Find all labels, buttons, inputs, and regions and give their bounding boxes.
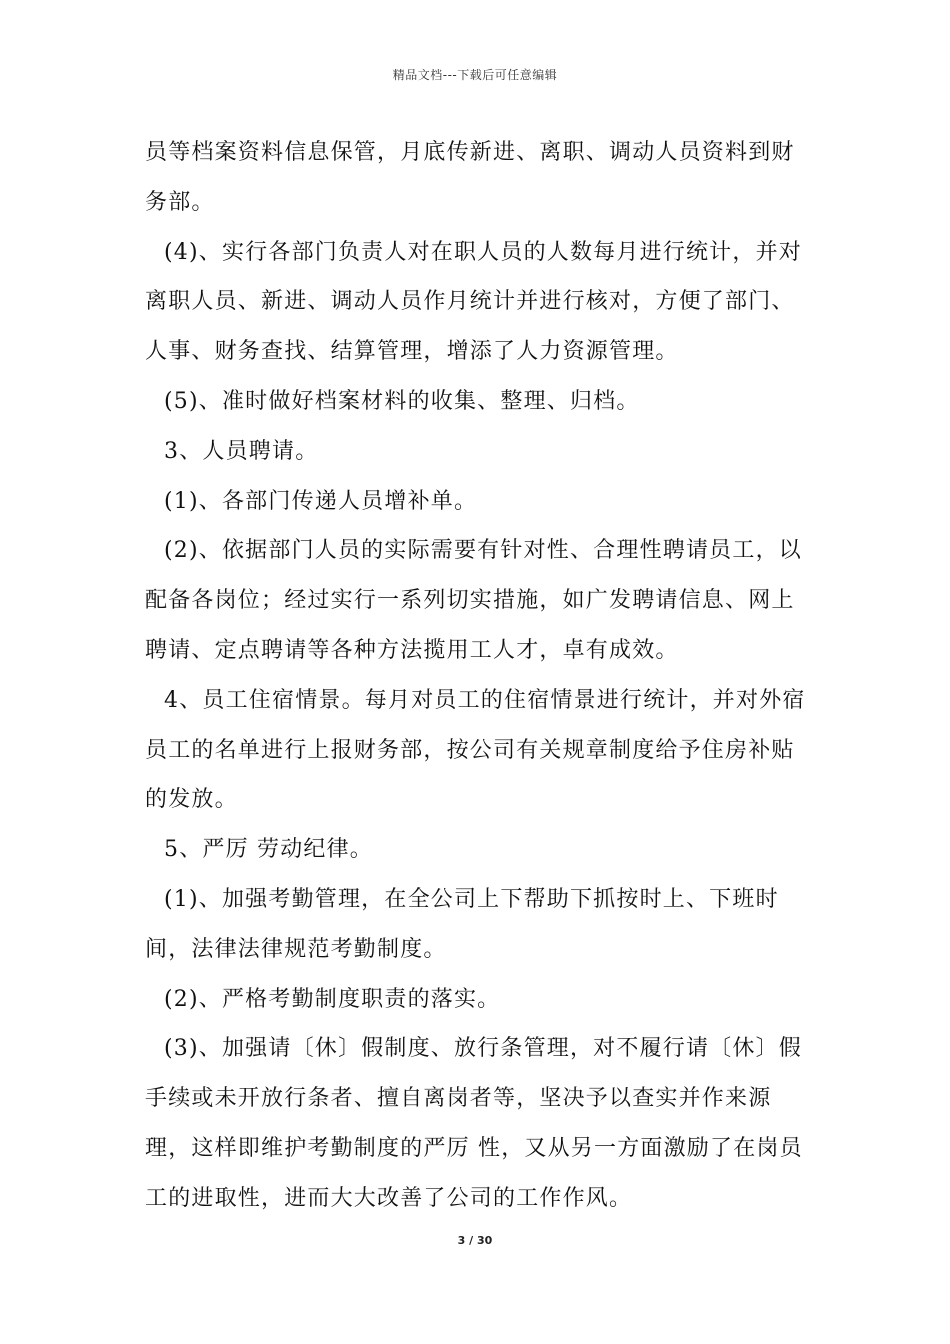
paragraph-2: (4)、实行各部门负责人对在职人员的人数每月进行统计，并对离职人员、新进、调动人员作月统计并进行核对，方便了部门、人事、财务查找、结算管理，增添了人力资源管理。 bbox=[145, 239, 802, 365]
paragraph-3: (5)、准时做好档案材料的收集、整理、归档。 bbox=[164, 388, 640, 414]
page-number: 3 / 30 bbox=[457, 1234, 493, 1247]
document-body bbox=[145, 128, 810, 1224]
paragraph-5: (1)、各部门传递人员增补单。 bbox=[164, 488, 478, 514]
paragraph-11: (3)、加强请〔休〕假制度、放行条管理，对不履行请〔休〕假手续或未开放行条者、擅自离岗者等，坚决予以查实并作来源理，这样即维护考勤制度的严厉 性，又从另一方面激励了在岗员工的进取性，进而大大改善了公司的工作作风。 bbox=[145, 1036, 803, 1211]
page-header: 精品文档---下载后可任意编辑 bbox=[392, 68, 558, 82]
paragraph-6: (2)、依据部门人员的实际需要有针对性、合理性聘请员工，以配备各岗位；经过实行一系列切实措施，如广发聘请信息、网上聘请、定点聘请等各种方法揽用工人才，卓有成效。 bbox=[145, 538, 802, 663]
paragraph-4: 3、人员聘请。 bbox=[164, 438, 319, 464]
paragraph-1: 员等档案资料信息保管，月底传新进、离职、调动人员资料到财务部。 bbox=[145, 140, 795, 215]
paragraph-10: (2)、严格考勤制度职责的落实。 bbox=[164, 986, 501, 1012]
paragraph-8: 5、严厉 劳动纪律。 bbox=[164, 837, 373, 863]
paragraph-7: 4、员工住宿情景。每月对员工的住宿情景进行统计，并对外宿员工的名单进行上报财务部，按公司有关规章制度给予住房补贴的发放。 bbox=[145, 687, 806, 813]
paragraph-9: (1)、加强考勤管理，在全公司上下帮助下抓按时上、下班时间，法律法律规范考勤制度。 bbox=[145, 886, 779, 962]
